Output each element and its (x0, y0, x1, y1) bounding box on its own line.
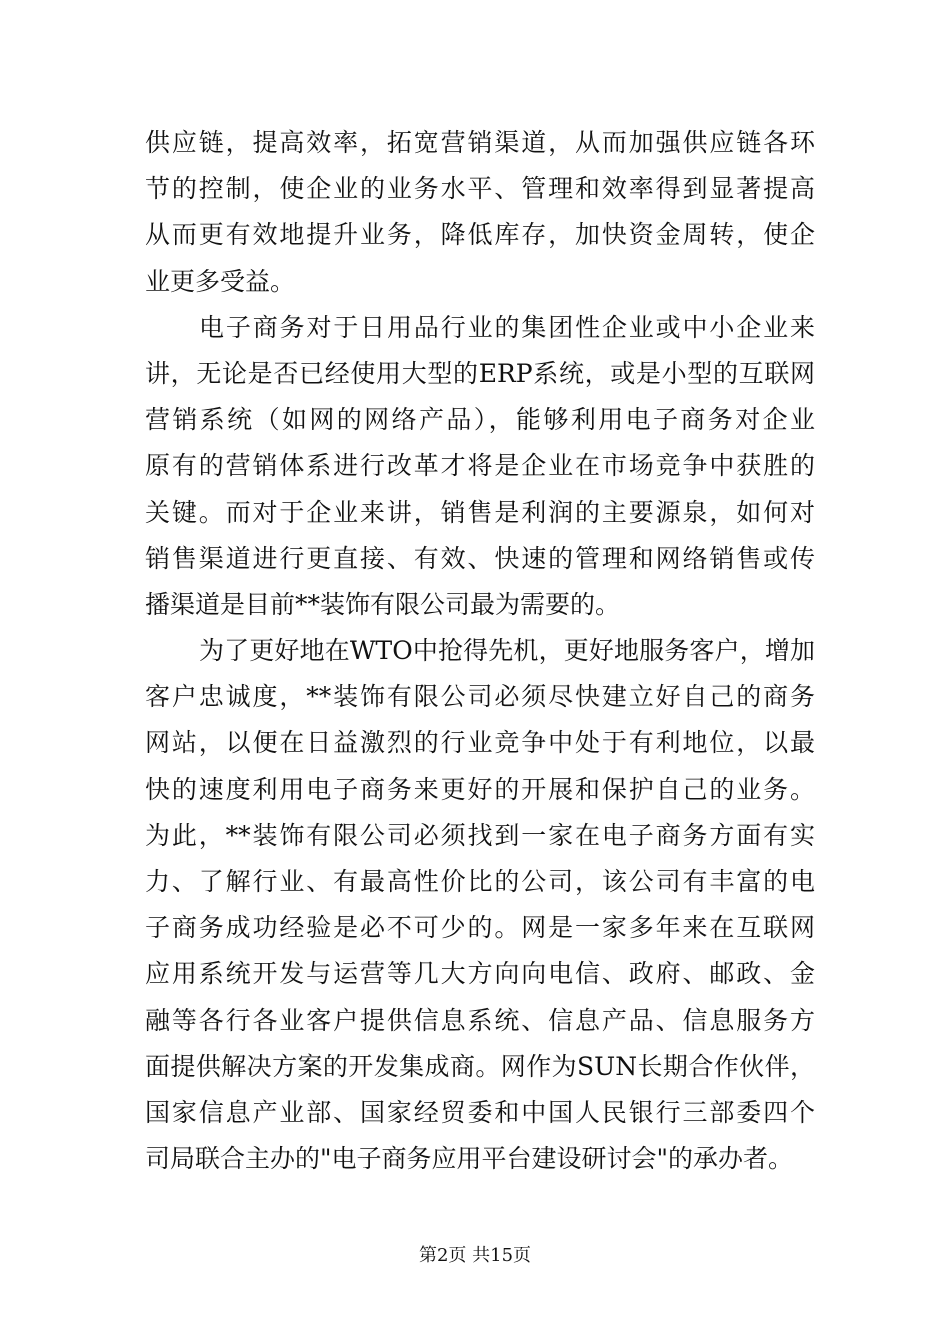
text-line: 节的控制，使企业的业务水平、管理和效率得到显著提高 (145, 174, 815, 204)
paragraph-first-line: 为了更好地在WTO中抢得先机，更好地服务客户，增加 (199, 636, 815, 666)
text-line: 营销系统（如网的网络产品），能够利用电子商务对企业 (145, 405, 815, 435)
text-line: 为此，**装饰有限公司必须找到一家在电子商务方面有实 (145, 820, 815, 850)
text-line: 司局联合主办的"电子商务应用平台建设研讨会"的承办者。 (145, 1144, 794, 1174)
text-line: 播渠道是目前**装饰有限公司最为需要的。 (145, 589, 621, 619)
text-line: 面提供解决方案的开发集成商。网作为SUN长期合作伙伴， (145, 1051, 815, 1081)
text-line: 应用系统开发与运营等几大方向向电信、政府、邮政、金 (145, 959, 815, 989)
text-line: 供应链，提高效率，拓宽营销渠道，从而加强供应链各环 (145, 128, 815, 157)
page-number-footer: 第2页 共15页 (418, 1245, 532, 1266)
paragraph-first-line: 电子商务对于日用品行业的集团性企业或中小企业来 (199, 312, 815, 342)
text-line: 从而更有效地提升业务，降低库存，加快资金周转，使企 (145, 220, 815, 250)
text-line: 原有的营销体系进行改革才将是企业在市场竞争中获胜的 (145, 451, 815, 481)
text-line: 客户忠诚度，**装饰有限公司必须尽快建立好自己的商务 (145, 682, 815, 712)
text-line: 国家信息产业部、国家经贸委和中国人民银行三部委四个 (145, 1097, 815, 1127)
text-line: 业更多受益。 (145, 266, 296, 296)
text-line: 力、了解行业、有最高性价比的公司，该公司有丰富的电 (145, 867, 815, 896)
text-line: 融等各行各业客户提供信息系统、信息产品、信息服务方 (145, 1005, 815, 1035)
text-line: 销售渠道进行更直接、有效、快速的管理和网络销售或传 (145, 543, 815, 573)
text-line: 讲，无论是否已经使用大型的ERP系统，或是小型的互联网 (145, 358, 815, 388)
text-line: 快的速度利用电子商务来更好的开展和保护自己的业务。 (145, 774, 815, 804)
text-line: 关键。而对于企业来讲，销售是利润的主要源泉，如何对 (145, 497, 815, 527)
body-text (145, 120, 815, 1182)
text-line: 网站，以便在日益激烈的行业竞争中处于有利地位，以最 (145, 728, 815, 758)
text-line: 子商务成功经验是必不可少的。网是一家多年来在互联网 (145, 913, 815, 943)
